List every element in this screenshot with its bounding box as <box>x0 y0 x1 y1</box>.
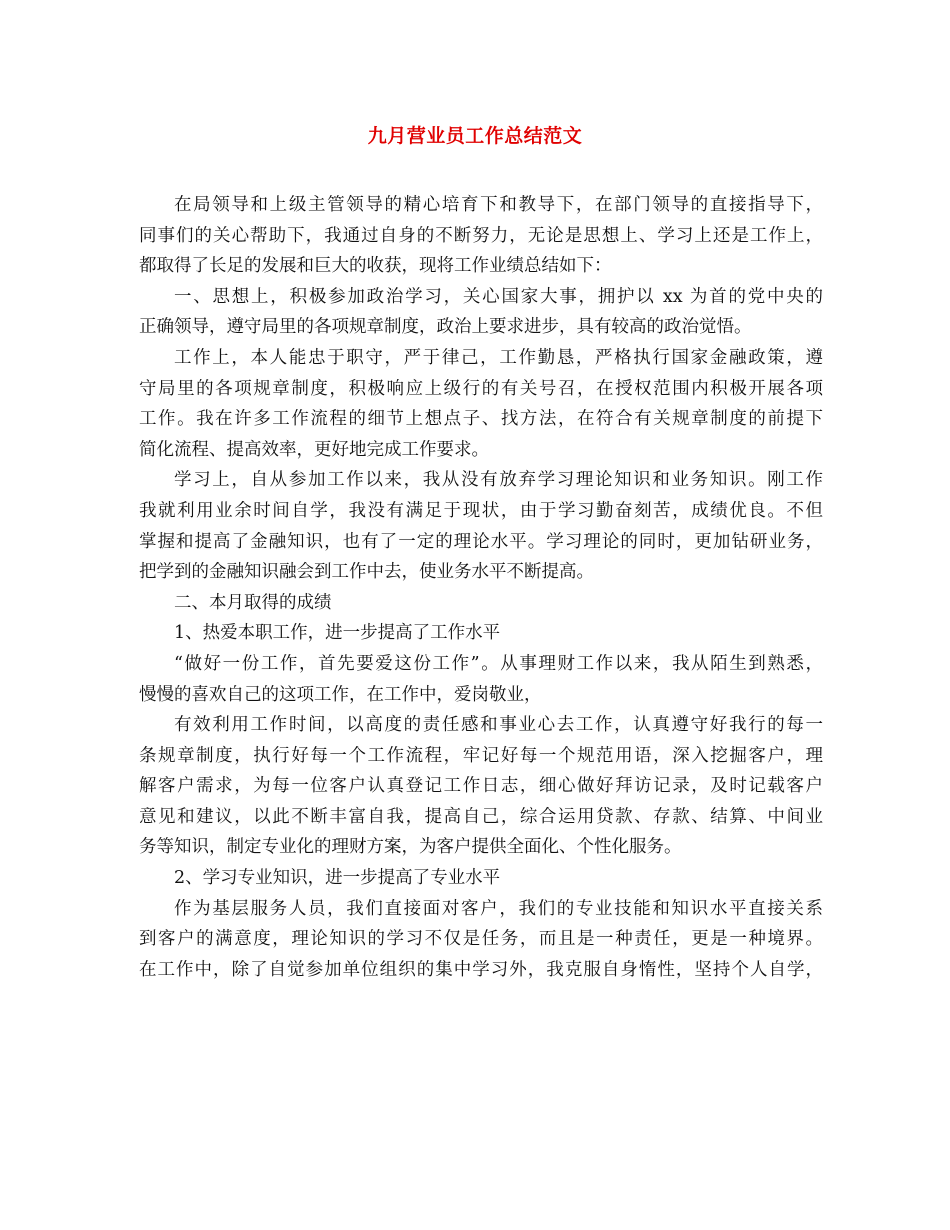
paragraph-line: 同事们的关心帮助下，我通过自身的不断努力，无论是思想上、学习上还是工作上， <box>139 225 823 246</box>
paragraph-line: 1、热爱本职工作，进一步提高了工作水平 <box>174 623 501 644</box>
paragraph-line: 一、思想上，积极参加政治学习，关心国家大事，拥护以 xx 为首的党中央的 <box>174 286 823 307</box>
paragraph-line: 工作上，本人能忠于职守，严于律己，工作勤恳，严格执行国家金融政策，遵 <box>174 347 823 368</box>
paragraph-line: 有效利用工作时间，以高度的责任感和事业心去工作，认真遵守好我行的每一 <box>174 715 823 736</box>
paragraph-line: 学习上，自从参加工作以来，我从没有放弃学习理论知识和业务知识。刚工作 <box>174 470 823 491</box>
document-title: 九月营业员工作总结范文 <box>367 125 583 147</box>
paragraph-line: 守局里的各项规章制度，积极响应上级行的有关号召，在授权范围内积极开展各项 <box>139 378 823 399</box>
paragraph-line: 作为基层服务人员，我们直接面对客户，我们的专业技能和知识水平直接关系 <box>174 898 823 919</box>
paragraph-line: 二、本月取得的成绩 <box>174 592 332 613</box>
paragraph-line: 掌握和提高了金融知识，也有了一定的理论水平。学习理论的同时，更加钻研业务， <box>139 531 823 552</box>
paragraph-line: 条规章制度，执行好每一个工作流程，牢记好每一个规范用语，深入挖掘客户，理 <box>139 745 823 766</box>
paragraph-line: 把学到的金融知识融会到工作中去，使业务水平不断提高。 <box>139 562 594 583</box>
paragraph-line: 工作。我在许多工作流程的细节上想点子、找方法，在符合有关规章制度的前提下 <box>139 409 823 430</box>
paragraph-line: 在局领导和上级主管领导的精心培育下和教导下，在部门领导的直接指导下， <box>174 195 823 215</box>
document-body <box>139 190 823 985</box>
paragraph-line: 务等知识，制定专业化的理财方案，为客户提供全面化、个性化服务。 <box>139 837 682 858</box>
paragraph-line: 慢慢的喜欢自己的这项工作，在工作中，爱岗敬业， <box>139 684 542 705</box>
paragraph-line: 到客户的满意度，理论知识的学习不仅是任务，而且是一种责任，更是一种境界。 <box>139 929 823 950</box>
paragraph-line: 简化流程、提高效率，更好地完成工作要求。 <box>139 439 489 460</box>
paragraph-line: 我就利用业余时间自学，我没有满足于现状，由于学习勤奋刻苦，成绩优良。不但 <box>139 500 823 521</box>
paragraph-line: 在工作中，除了自觉参加单位组织的集中学习外，我克服自身惰性，坚持个人自学， <box>139 959 823 980</box>
paragraph-line: 2、学习专业知识，进一步提高了专业水平 <box>174 868 501 889</box>
paragraph-line: 解客户需求，为每一位客户认真登记工作日志，细心做好拜访记录，及时记载客户 <box>139 776 823 797</box>
paragraph-line: 意见和建议，以此不断丰富自我，提高自己，综合运用贷款、存款、结算、中间业 <box>139 806 823 827</box>
paragraph-line: 都取得了长足的发展和巨大的收获，现将工作业绩总结如下： <box>139 256 612 277</box>
paragraph-line: 正确领导，遵守局里的各项规章制度，政治上要求进步，具有较高的政治觉悟。 <box>139 317 752 338</box>
paragraph-line: “做好一份工作，首先要爱这份工作”。从事理财工作以来，我从陌生到熟悉， <box>174 653 823 674</box>
